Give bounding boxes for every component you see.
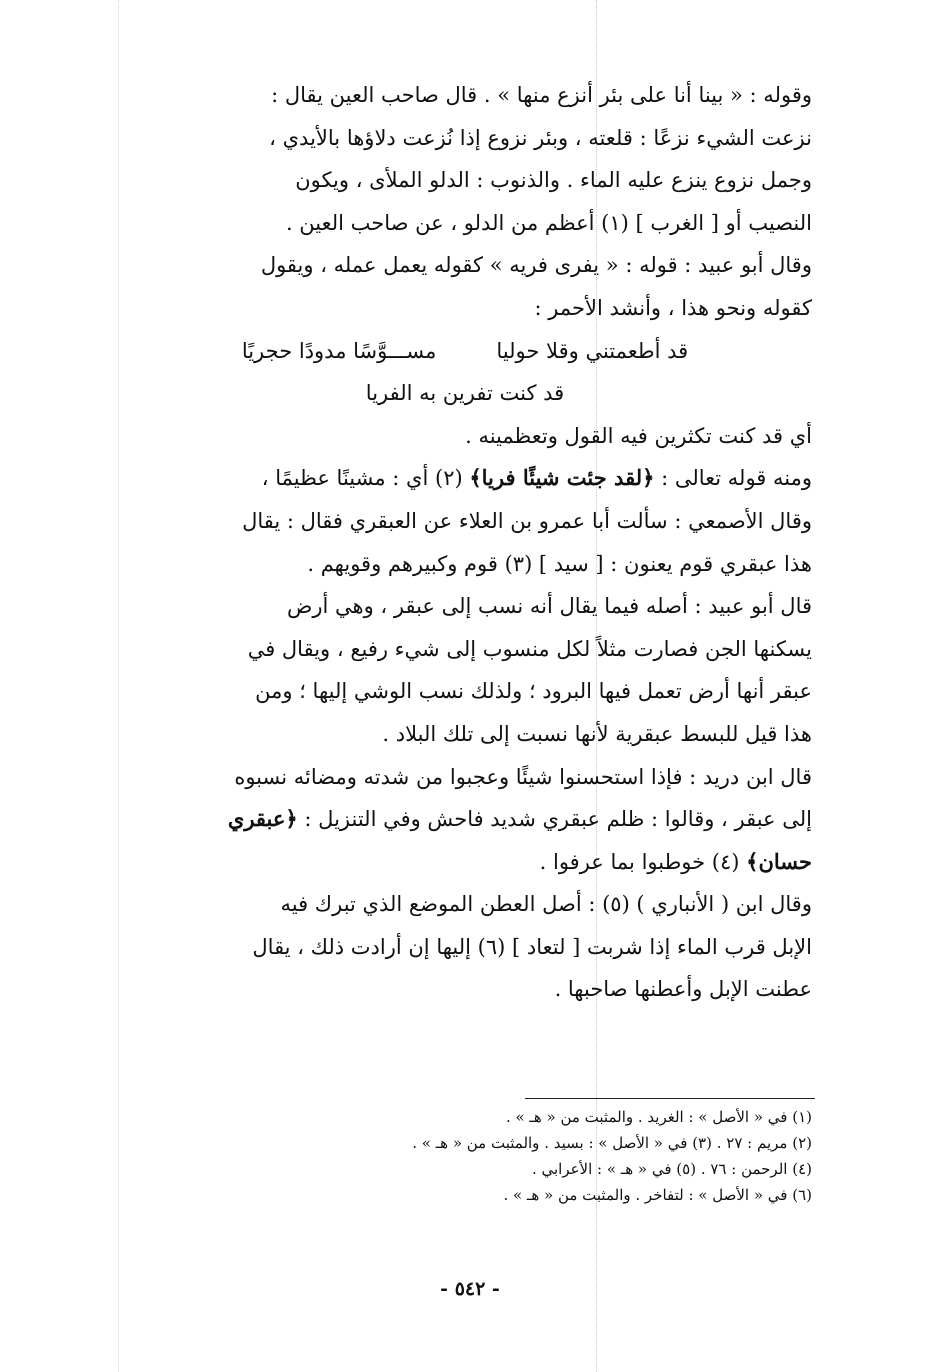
verse-line-1 bbox=[118, 330, 812, 373]
text-line: وقوله : « بينا أنا على بئر أنزع منها » . قال صاحب العين يقال : bbox=[271, 83, 812, 107]
text-line: وقال ابن ( الأنباري ) (٥) : أصل العطن الموضع الذي تبرك فيه bbox=[280, 892, 812, 917]
text-line: قال أبو عبيد : أصله فيما يقال أنه نسب إلى عبقر ، وهي أرض bbox=[286, 594, 812, 619]
main-text bbox=[118, 74, 812, 1011]
paragraph-5 bbox=[118, 585, 812, 755]
quran-quote: ﴿عبقري bbox=[227, 806, 298, 832]
text-line: نزعت الشيء نزعًا : قلعته ، وبئر نزوع إذا نُزعت دلاؤها بالأيدي ، bbox=[269, 125, 812, 150]
verse-text: قد كنت تفرين به الفريا bbox=[365, 381, 565, 406]
quran-quote: ﴿لقد جئت شيئًا فريا﴾ bbox=[469, 465, 655, 491]
paragraph-1 bbox=[118, 74, 812, 244]
quran-quote: حسان﴾ bbox=[746, 848, 812, 874]
text-line: أي قد كنت تكثرين فيه القول وتعظمينه . bbox=[465, 423, 812, 448]
text-line: النصيب أو [ الغرب ] (١) أعظم من الدلو ، عن صاحب العين . bbox=[285, 210, 812, 235]
text-line: هذا قيل للبسط عبقرية لأنها نسبت إلى تلك البلاد . bbox=[382, 721, 812, 746]
text-line: عبقر أنها أرض تعمل فيها البرود ؛ ولذلك نسب الوشي إليها ؛ ومن bbox=[255, 679, 812, 704]
text-line: (٤) خوطبوا بما عرفوا . bbox=[539, 849, 747, 874]
text-line: الإبل قرب الماء إذا شربت [ لتعاد ] (٦) إليها إن أرادت ذلك ، يقال bbox=[252, 934, 812, 959]
text-line: يسكنها الجن فصارت مثلاً لكل منسوب إلى شيء رفيع ، ويقال في bbox=[247, 636, 812, 661]
footnote-divider bbox=[525, 1098, 815, 1099]
footnote: (٦) في « الأصل » : لتفاخر . والمثبت من « هـ » . bbox=[503, 1186, 812, 1204]
text-line: قال ابن دريد : فإذا استحسنوا شيئًا وعجبوا من شدته ومضائه نسبوه bbox=[234, 764, 812, 789]
verse-line-2 bbox=[118, 372, 812, 415]
paragraph-6 bbox=[118, 756, 812, 884]
page-number: - ٥٤٢ - bbox=[440, 1278, 500, 1300]
text-line: (٢) أي : مشينًا عظيمًا ، bbox=[261, 466, 470, 491]
verse-hemistich-2: مســـوَّسًا مدودًا حجريًا bbox=[241, 338, 437, 363]
paragraph-4 bbox=[118, 457, 812, 585]
text-line: هذا عبقري قوم يعنون : [ سيد ] (٣) قوم وكبيرهم وقويهم . bbox=[307, 551, 812, 576]
verse-hemistich-1: قد أطعمتني وقلا حوليا bbox=[496, 338, 689, 363]
text-line: ومنه قوله تعالى : bbox=[654, 466, 812, 491]
paragraph-7 bbox=[118, 883, 812, 1011]
text-line: وجمل نزوع ينزع عليه الماء . والذنوب : الدلو الملأى ، ويكون bbox=[295, 168, 812, 193]
text-line: وقال الأصمعي : سألت أبا عمرو بن العلاء عن العبقري فقال : يقال bbox=[242, 508, 812, 533]
text-line: وقال أبو عبيد : قوله : « يفرى فريه » كقوله يعمل عمله ، ويقول bbox=[260, 253, 812, 278]
text-line: عطنت الإبل وأعطنها صاحبها . bbox=[554, 977, 812, 1002]
paragraph-2 bbox=[118, 244, 812, 329]
footnotes bbox=[170, 1104, 812, 1208]
footnote: (٤) الرحمن : ٧٦ . (٥) في « هـ » : الأعرابي . bbox=[531, 1160, 812, 1178]
paragraph-3 bbox=[118, 415, 812, 458]
footnote: (٢) مريم : ٢٧ . (٣) في « الأصل » : بسيد . والمثبت من « هـ » . bbox=[412, 1134, 812, 1152]
footnote: (١) في « الأصل » : الغريد . والمثبت من « هـ » . bbox=[505, 1108, 812, 1126]
text-line: إلى عبقر ، وقالوا : ظلم عبقري شديد فاحش وفي التنزيل : bbox=[297, 807, 812, 832]
text-line: كقوله ونحو هذا ، وأنشد الأحمر : bbox=[534, 295, 812, 320]
